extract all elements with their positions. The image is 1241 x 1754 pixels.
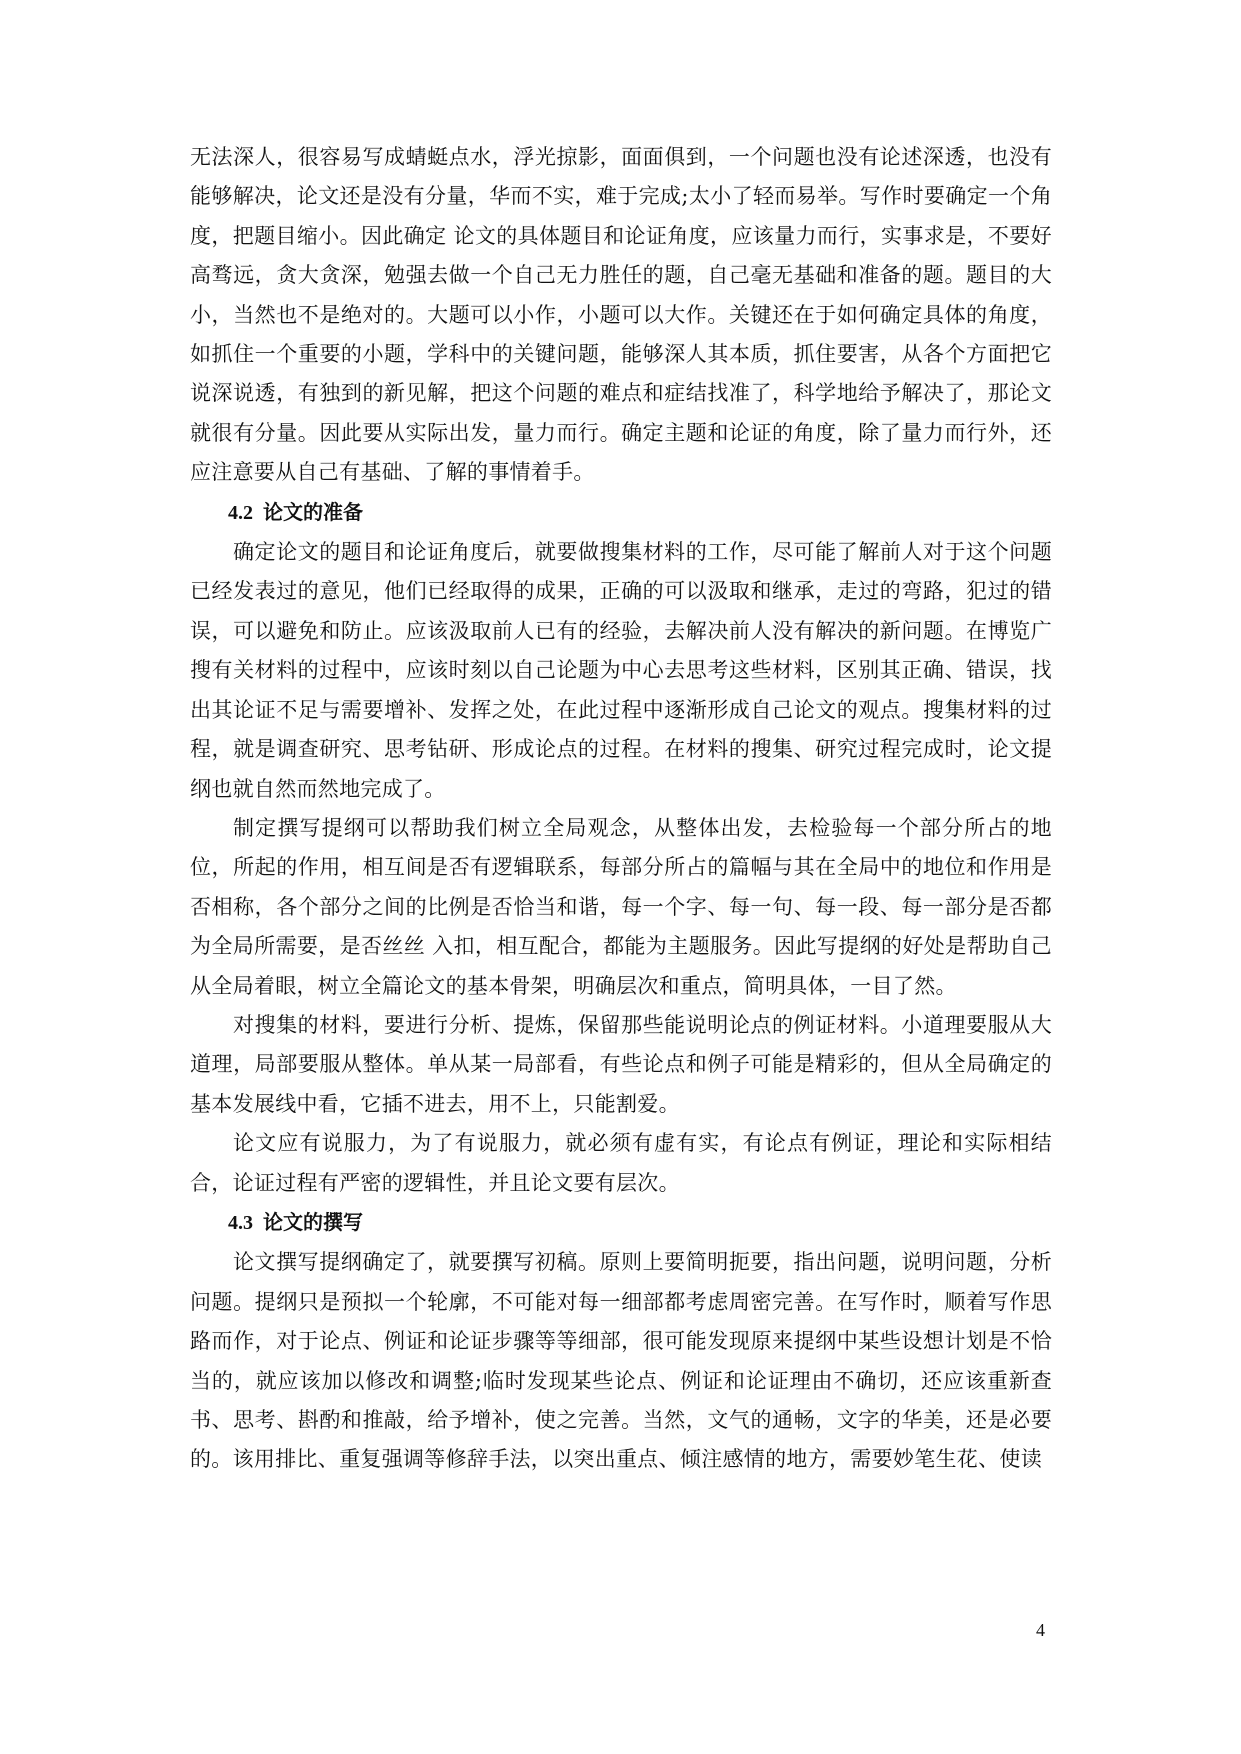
paragraph: 制定撰写提纲可以帮助我们树立全局观念，从整体出发，去检验每一个部分所占的地位，所起的作用，相互间是否有逻辑联系，每部分所占的篇幅与其在全局中的地位和作用是否相称，各个部分之间的比例是否恰当和谐，每一个字、每一句、每一段、每一部分是否都为全局所需要，是否丝丝 入扣，相互配合，都能为主题服务。因此写提纲的好处是帮助自己从全局着眼，树立全篇论文的基本骨架，明确层次和重点，简明具体，一目了然。 — [190, 815, 1052, 998]
section-heading-4-2 — [190, 493, 1052, 533]
document-body — [190, 138, 1052, 1480]
paragraph: 对搜集的材料，要进行分析、提炼，保留那些能说明论点的例证材料。小道理要服从大道理，局部要服从整体。单从某一局部看，有些论点和例子可能是精彩的，但从全局确定的基本发展线中看，它插不进去，用不上，只能割爱。 — [190, 1012, 1052, 1116]
section-number: 4.2 — [228, 501, 253, 524]
page-number: 4 — [1036, 1620, 1045, 1640]
section-title: 论文的准备 — [263, 499, 363, 524]
section-heading-4-3 — [190, 1203, 1052, 1243]
paragraph: 确定论文的题目和论证角度后，就要做搜集材料的工作，尽可能了解前人对于这个问题已经发表过的意见，他们已经取得的成果，正确的可以汲取和继承，走过的弯路，犯过的错误，可以避免和防止。应该汲取前人已有的经验，去解决前人没有解决的新问题。在博览广搜有关材料的过程中，应该时刻以自己论题为中心去思考这些材料，区别其正确、错误，找出其论证不足与需要增补、发挥之处，在此过程中逐渐形成自己论文的观点。搜集材料的过程，就是调查研究、思考钻研、形成论点的过程。在材料的搜集、研究过程完成时，论文提纲也就自然而然地完成了。 — [190, 540, 1052, 801]
section-number: 4.3 — [228, 1211, 253, 1234]
paragraph-continued: 无法深人，很容易写成蜻蜓点水，浮光掠影，面面俱到，一个问题也没有论述深透，也没有能够解决，论文还是没有分量，华而不实，难于完成;太小了轻而易举。写作时要确定一个角度，把题目缩小。因此确定 论文的具体题目和论证角度，应该量力而行，实事求是，不要好高骛远，贪大贪深，勉强去做一个自己无力胜任的题，自己毫无基础和准备的题。题目的大小，当然也不是绝对的。大题可以小作，小题可以大作。关键还在于如何确定具体的角度，如抓住一个重要的小题，学科中的关键问题，能够深人其本质，抓住要害，从各个方面把它说深说透，有独到的新见解，把这个问题的难点和症结找准了，科学地给予解决了，那论文就很有分量。因此要从实际出发，量力而行。确定主题和论证的角度，除了量力而行外，还应注意要从自己有基础、了解的事情着手。 — [190, 145, 1052, 485]
section-title: 论文的撰写 — [263, 1209, 363, 1234]
paragraph: 论文撰写提纲确定了，就要撰写初稿。原则上要简明扼要，指出问题，说明问题，分析问题。提纲只是预拟一个轮廓，不可能对每一细部都考虑周密完善。在写作时，顺着写作思路而作，对于论点、例证和论证步骤等等细部，很可能发现原来提纲中某些设想计划是不恰当的，就应该加以修改和调整;临时发现某些论点、例证和论证理由不确切，还应该重新查书、思考、斟酌和推敲，给予增补，使之完善。当然，文气的通畅，文字的华美，还是必要的。该用排比、重复强调等修辞手法，以突出重点、倾注感情的地方，需要妙笔生花、使读 — [190, 1250, 1052, 1472]
paragraph: 论文应有说服力，为了有说服力，就必须有虚有实，有论点有例证，理论和实际相结合，论证过程有严密的逻辑性，并且论文要有层次。 — [190, 1131, 1052, 1195]
